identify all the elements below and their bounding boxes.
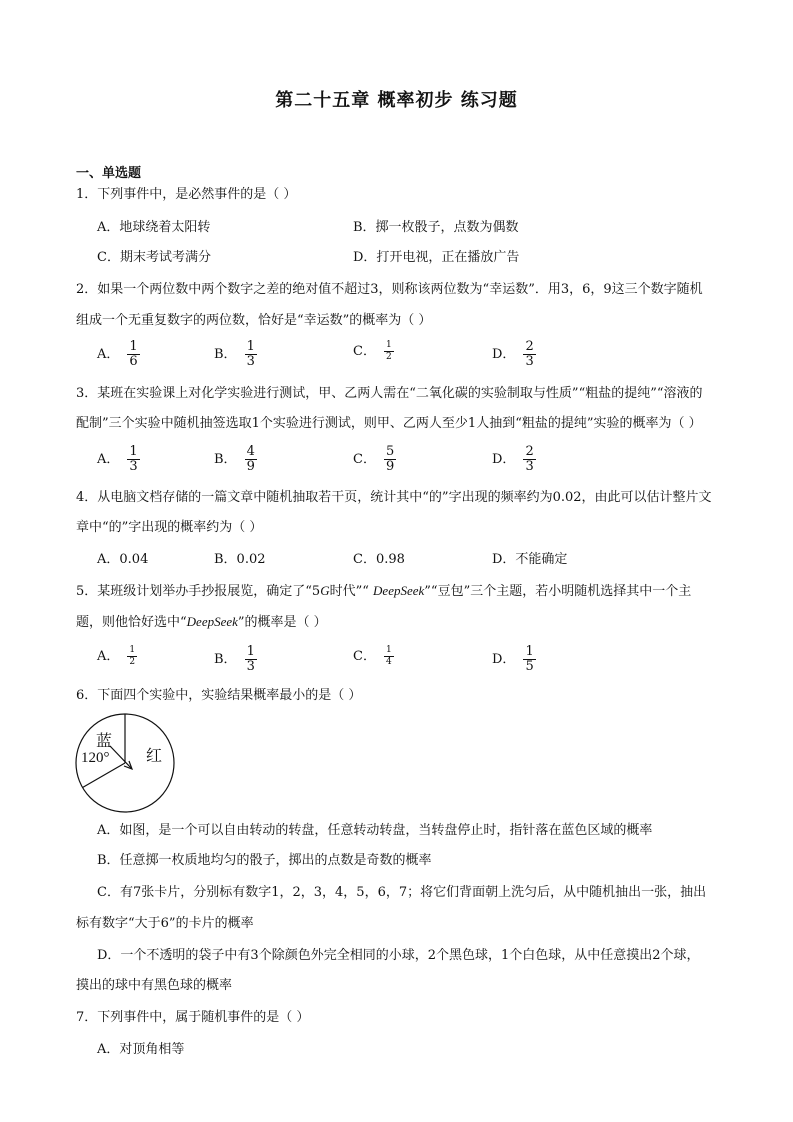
question-4-option-d: D．不能确定 — [492, 552, 568, 567]
numerator: 1 — [129, 444, 138, 459]
question-6-stem: 6．下面四个实验中，实验结果概率最小的是（ ） — [76, 688, 362, 703]
question-3-option-a — [97, 445, 140, 474]
question-2-line-2: 组成一个无重复数字的两位数，恰好是“幸运数”的概率为（ ） — [76, 313, 432, 328]
question-1-option-c: C．期末考试考满分 — [97, 250, 211, 265]
question-4-line-2: 章中“的”字出现的概率约为（ ） — [76, 520, 263, 535]
option-label: B． — [214, 347, 237, 362]
text-part: 时代”“ — [329, 584, 374, 599]
spinner-angle-label: 120° — [81, 750, 110, 766]
question-1-stem: 1．下列事件中，是必然事件的是（ ） — [76, 187, 297, 202]
question-1-option-a: A．地球绕着太阳转 — [97, 220, 211, 235]
denominator: 2 — [129, 657, 136, 667]
denominator: 3 — [246, 659, 255, 674]
numerator: 1 — [129, 339, 138, 354]
spinner-divider-lower — [83, 763, 125, 788]
question-6-option-d-line-2: 摸出的球中有黑色球的概率 — [76, 978, 233, 993]
numerator: 5 — [385, 444, 395, 459]
text-part: 5．某班级计划举办手抄报展览，确定了“5 — [76, 584, 321, 599]
denominator: 9 — [246, 459, 255, 474]
fraction — [384, 445, 396, 474]
question-4-option-a: A．0.04 — [97, 552, 149, 567]
question-3-option-b — [214, 445, 257, 474]
fraction — [245, 445, 257, 474]
question-6-option-a: A．如图，是一个可以自由转动的转盘，任意转动转盘，当转盘停止时，指针落在蓝色区域的概率 — [97, 823, 653, 838]
option-label: D． — [492, 452, 516, 467]
option-label: B． — [214, 652, 237, 667]
text-part: 题，则他恰好选中“ — [76, 615, 187, 630]
option-label: B． — [214, 452, 237, 467]
question-7-option-a: A．对顶角相等 — [97, 1042, 185, 1057]
numerator: 2 — [525, 444, 534, 459]
question-6-option-b: B．任意掷一枚质地均匀的骰子，掷出的点数是奇数的概率 — [97, 853, 432, 868]
numerator: 1 — [246, 339, 255, 354]
option-label: C． — [353, 452, 376, 467]
question-3-line-2: 配制”三个实验中随机抽签选取1个实验进行测试，则甲、乙两人至少1人抽到“粗盐的提纯”实验的概率为（ ） — [76, 416, 702, 431]
numerator: 4 — [246, 444, 255, 459]
fraction — [384, 645, 394, 668]
fraction — [523, 445, 535, 474]
question-5-option-d — [492, 645, 536, 674]
page-title: 第二十五章 概率初步 练习题 — [275, 90, 518, 111]
numerator: 1 — [385, 645, 392, 655]
numerator: 1 — [385, 340, 392, 350]
question-6-option-c-line-1: C．有7张卡片，分别标有数字1，2，3，4，5，6，7；将它们背面朝上洗匀后，从中随机抽出一张，抽出 — [97, 885, 707, 900]
question-7-stem: 7．下列事件中，属于随机事件的是（ ） — [76, 1010, 310, 1025]
denominator: 9 — [385, 459, 395, 474]
denominator: 3 — [246, 354, 255, 369]
denominator: 4 — [385, 657, 392, 667]
question-6-option-d-line-1: D．一个不透明的袋子中有3个除颜色外完全相同的小球，2个黑色球，1个白色球，从中任意摸出2个球， — [97, 948, 700, 963]
question-4-line-1: 4．从电脑文档存储的一篇文章中随机抽取若干页，统计其中“的”字出现的频率约为0.02，由此可以估计整片文 — [76, 490, 712, 505]
question-4-option-c: C．0.98 — [353, 552, 405, 567]
question-1-option-d: D．打开电视，正在播放广告 — [353, 250, 520, 265]
denominator: 3 — [525, 354, 534, 369]
section-heading: 一、单选题 — [76, 166, 142, 181]
denominator: 3 — [129, 459, 138, 474]
question-5-option-b — [214, 645, 257, 674]
question-3-line-1: 3．某班在实验课上对化学实验进行测试，甲、乙两人需在“二氧化碳的实验制取与性质”“粗盐的提纯”“溶液的 — [76, 386, 703, 401]
numerator: 1 — [246, 644, 255, 659]
denominator: 6 — [129, 354, 138, 369]
question-1-option-b: B．掷一枚骰子，点数为偶数 — [353, 220, 519, 235]
deepseek-term: DeepSeek — [373, 583, 425, 598]
question-3-option-d — [492, 445, 536, 474]
text-part: ”“豆包”三个主题，若小明随机选择其中一个主 — [424, 584, 692, 599]
question-2-option-d — [492, 340, 536, 369]
option-label: C． — [353, 649, 376, 664]
deepseek-term: DeepSeek — [186, 614, 238, 629]
option-label: A． — [97, 347, 120, 362]
option-label: C． — [353, 344, 376, 359]
option-label: A． — [97, 452, 120, 467]
numerator: 1 — [129, 645, 136, 655]
fraction — [127, 445, 139, 474]
spinner-blue-label: 蓝 — [96, 731, 113, 750]
option-label: A． — [97, 649, 120, 664]
question-2-option-a — [97, 340, 140, 369]
option-label: D． — [492, 652, 516, 667]
denominator: 3 — [525, 459, 534, 474]
question-2-option-b — [214, 340, 257, 369]
option-label: D． — [492, 347, 516, 362]
fraction — [245, 645, 257, 674]
denominator: 2 — [385, 352, 392, 362]
text-part-italic: G — [320, 583, 330, 598]
fraction — [245, 340, 257, 369]
fraction — [127, 340, 139, 369]
spinner-red-label: 红 — [146, 746, 163, 765]
fraction — [523, 340, 535, 369]
question-3-option-c — [353, 445, 396, 474]
text-part: ”的概率是（ ） — [237, 615, 327, 630]
question-4-option-b: B．0.02 — [214, 552, 266, 567]
numerator: 2 — [525, 339, 534, 354]
question-5-option-c — [353, 645, 394, 668]
denominator: 5 — [525, 659, 534, 674]
spinner-diagram — [72, 712, 180, 814]
question-6-option-c-line-2: 标有数字“大于6”的卡片的概率 — [76, 916, 254, 931]
question-5-option-a — [97, 645, 137, 668]
fraction — [384, 340, 394, 363]
question-2-option-c — [353, 340, 394, 363]
question-5-line-1 — [76, 581, 691, 602]
fraction — [127, 645, 137, 668]
question-5-line-2 — [76, 612, 327, 633]
fraction — [523, 645, 535, 674]
numerator: 1 — [525, 644, 534, 659]
question-2-line-1: 2．如果一个两位数中两个数字之差的绝对值不超过3，则称该两位数为“幸运数”．用3，6，9这三个数字随机 — [76, 282, 703, 297]
